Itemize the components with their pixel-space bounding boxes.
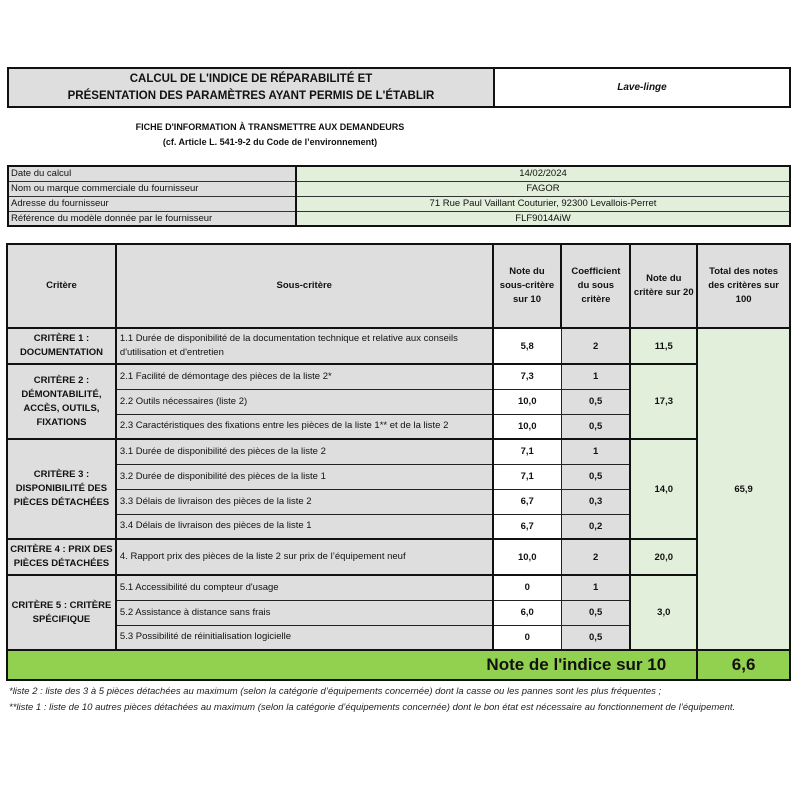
info-label: Référence du modèle donnée par le fournisseur — [8, 211, 296, 226]
sub-criterion-coefficient: 0,3 — [561, 489, 630, 514]
sub-criterion-coefficient: 1 — [561, 439, 630, 464]
title-line-2: PRÉSENTATION DES PARAMÈTRES AYANT PERMIS DE L'ÉTABLIR — [67, 89, 435, 102]
table-row — [7, 575, 790, 600]
sub-criterion-note: 6,7 — [493, 489, 562, 514]
footnote-liste-1: **liste 1 : liste de 10 autres pièces détachées au maximum (selon la catégorie d’équipements concernée) dont le bon état est nécessaire au fonctionnement de l’équipement. — [9, 702, 736, 713]
sub-criterion-note: 10,0 — [493, 414, 562, 439]
info-row-date — [8, 166, 790, 181]
subtitle — [0, 120, 540, 150]
document-title — [9, 69, 495, 106]
sub-criterion-label: 5.3 Possibilité de réinitialisation logicielle — [116, 625, 493, 650]
sub-criterion-label: 2.3 Caractéristiques des fixations entre les pièces de la liste 1** et de la liste 2 — [116, 414, 493, 439]
criterion-score: 11,5 — [630, 328, 697, 364]
criterion-score: 20,0 — [630, 539, 697, 575]
sub-criterion-label: 3.4 Délais de livraison des pièces de la liste 1 — [116, 514, 493, 539]
total-score: 65,9 — [697, 328, 790, 650]
sub-criterion-coefficient: 0,5 — [561, 389, 630, 414]
footnotes — [9, 684, 789, 716]
criterion-label: CRITÈRE 1 : DOCUMENTATION — [7, 328, 116, 364]
criterion-score: 17,3 — [630, 364, 697, 439]
criterion-label: CRITÈRE 3 : DISPONIBILITÉ DES PIÈCES DÉTACHÉES — [7, 439, 116, 539]
criterion-label: CRITÈRE 2 : DÉMONTABILITÉ, ACCÈS, OUTILS, FIXATIONS — [7, 364, 116, 439]
table-row — [7, 364, 790, 389]
subtitle-line-2: (cf. Article L. 541-9-2 du Code de l’environnement) — [162, 137, 378, 147]
sub-criterion-note: 0 — [493, 625, 562, 650]
table-row — [7, 328, 790, 364]
sub-criterion-note: 10,0 — [493, 539, 562, 575]
sub-criterion-coefficient: 2 — [561, 539, 630, 575]
sub-criterion-label: 1.1 Durée de disponibilité de la documentation technique et relative aux conseils d'utilisation et d'entretien — [116, 328, 493, 364]
criterion-score: 14,0 — [630, 439, 697, 539]
info-value: 14/02/2024 — [296, 166, 790, 181]
repairability-table — [6, 243, 791, 681]
final-score-label: Note de l'indice sur 10 — [7, 650, 697, 680]
sub-criterion-label: 5.1 Accessibilité du compteur d'usage — [116, 575, 493, 600]
header-note-critere: Note du critère sur 20 — [630, 244, 697, 328]
sub-criterion-coefficient: 0,5 — [561, 464, 630, 489]
info-label: Date du calcul — [8, 166, 296, 181]
info-row-brand — [8, 181, 790, 196]
sub-criterion-note: 7,3 — [493, 364, 562, 389]
criterion-score: 3,0 — [630, 575, 697, 650]
sub-criterion-label: 2.2 Outils nécessaires (liste 2) — [116, 389, 493, 414]
sub-criterion-coefficient: 1 — [561, 364, 630, 389]
title-box — [7, 67, 791, 108]
final-score-value: 6,6 — [697, 650, 790, 680]
info-value: FLF9014AiW — [296, 211, 790, 226]
sub-criterion-label: 3.1 Durée de disponibilité des pièces de la liste 2 — [116, 439, 493, 464]
title-line-1: CALCUL DE L'INDICE DE RÉPARABILITÉ ET — [129, 72, 373, 85]
info-value: 71 Rue Paul Vaillant Couturier, 92300 Levallois-Perret — [296, 196, 790, 211]
sub-criterion-note: 7,1 — [493, 464, 562, 489]
table-header-row — [7, 244, 790, 328]
sub-criterion-coefficient: 1 — [561, 575, 630, 600]
sub-criterion-note: 6,0 — [493, 600, 562, 625]
sub-criterion-coefficient: 0,5 — [561, 625, 630, 650]
product-category: Lave-linge — [495, 69, 789, 106]
sub-criterion-label: 3.3 Délais de livraison des pièces de la liste 2 — [116, 489, 493, 514]
sub-criterion-note: 0 — [493, 575, 562, 600]
sub-criterion-note: 6,7 — [493, 514, 562, 539]
header-critere: Critère — [7, 244, 116, 328]
criterion-label: CRITÈRE 4 : PRIX DES PIÈCES DÉTACHÉES — [7, 539, 116, 575]
header-total: Total des notes des critères sur 100 — [697, 244, 790, 328]
sub-criterion-note: 7,1 — [493, 439, 562, 464]
sub-criterion-label: 3.2 Durée de disponibilité des pièces de la liste 1 — [116, 464, 493, 489]
header-coefficient: Coefficient du sous critère — [561, 244, 630, 328]
footnote-liste-2: *liste 2 : liste des 3 à 5 pièces détachées au maximum (selon la catégorie d’équipements concernée) dont la casse ou les pannes sont les plus fréquentes ; — [9, 686, 662, 697]
info-value: FAGOR — [296, 181, 790, 196]
header-note-sous-critere: Note du sous-critère sur 10 — [493, 244, 562, 328]
header-sous-critere: Sous-critère — [116, 244, 493, 328]
info-row-model — [8, 211, 790, 226]
sub-criterion-coefficient: 2 — [561, 328, 630, 364]
sub-criterion-label: 4. Rapport prix des pièces de la liste 2 sur prix de l’équipement neuf — [116, 539, 493, 575]
sub-criterion-label: 5.2 Assistance à distance sans frais — [116, 600, 493, 625]
sub-criterion-label: 2.1 Facilité de démontage des pièces de la liste 2* — [116, 364, 493, 389]
table-row — [7, 539, 790, 575]
info-label: Adresse du fournisseur — [8, 196, 296, 211]
sub-criterion-note: 10,0 — [493, 389, 562, 414]
sub-criterion-coefficient: 0,5 — [561, 414, 630, 439]
sub-criterion-coefficient: 0,2 — [561, 514, 630, 539]
sub-criterion-note: 5,8 — [493, 328, 562, 364]
supplier-info-table — [7, 165, 791, 227]
info-row-address — [8, 196, 790, 211]
info-label: Nom ou marque commerciale du fournisseur — [8, 181, 296, 196]
criterion-label: CRITÈRE 5 : CRITÈRE SPÉCIFIQUE — [7, 575, 116, 650]
subtitle-line-1: FICHE D'INFORMATION À TRANSMETTRE AUX DEMANDEURS — [135, 122, 405, 132]
sub-criterion-coefficient: 0,5 — [561, 600, 630, 625]
table-row — [7, 439, 790, 464]
final-score-row — [7, 650, 790, 680]
